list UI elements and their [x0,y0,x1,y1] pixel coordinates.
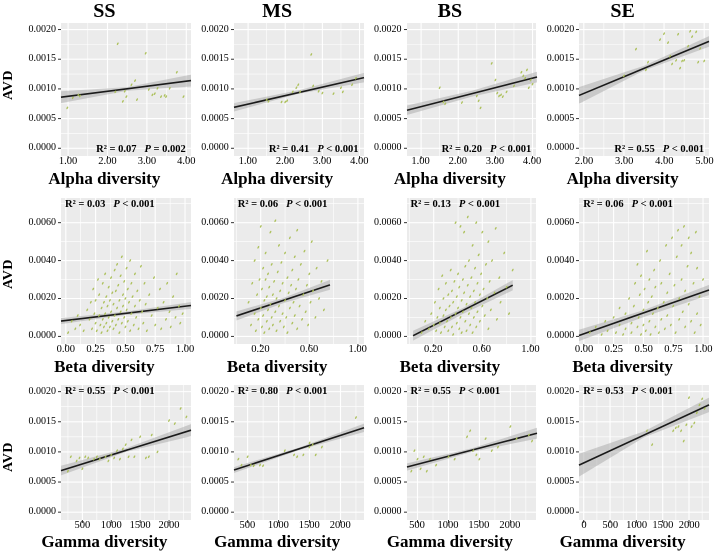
y-axis-title [0,378,18,553]
x-tick-label: 0.60 [472,344,491,355]
x-tick-label: 1000 [100,520,122,531]
y-tick-label: 0.0020 [374,292,402,304]
r-squared-value: R² = 0.80 [237,386,279,397]
panel-se-beta [536,189,713,378]
y-tick-label: 0.0010 [201,445,229,457]
y-tick-label: 0.0015 [201,53,229,65]
x-tick-label: 5.00 [695,156,714,167]
stats-annotation [238,199,328,210]
x-tick-label: 4.00 [350,156,369,167]
y-tick-label: 0.0005 [374,475,402,487]
y-tick-label: 0.0000 [546,330,575,342]
y-tick-label: 0.0020 [546,385,575,397]
scatter-plot [61,198,191,344]
p-value: P < 0.001 [662,144,704,155]
y-tick-label: 0.0000 [374,330,402,342]
x-axis-title: Alpha diversity [48,169,161,188]
x-axis-tick-labels [536,520,709,533]
panel-ms-beta [191,189,367,378]
column-title: BS [437,0,463,22]
plot-area [407,198,537,344]
y-tick-label: 0.0020 [201,23,229,35]
x-axis-tick-labels [364,156,542,169]
y-tick-label: 0.0015 [374,415,402,427]
x-axis-title: Beta diversity [54,357,155,376]
x-axis-tick-labels [191,520,364,533]
x-tick-label: 2000 [329,520,351,531]
x-axis-title: Alpha diversity [393,169,506,188]
plot-area [579,385,709,520]
x-tick-label: 500 [409,520,425,531]
y-tick-label: 0.0010 [374,82,402,94]
x-axis-title: Alpha diversity [566,169,679,188]
y-tick-label: 0.0010 [28,445,56,457]
scatter-plot [234,385,364,520]
x-tick-label: 500 [239,520,256,531]
scatter-plot [407,23,537,156]
y-tick-label: 0.0015 [546,53,575,65]
stats-annotation [411,199,501,210]
y-tick-label: 0.0005 [546,112,575,124]
column-title: SS [93,0,116,22]
x-tick-label: 0.00 [56,344,75,355]
y-axis-tick-labels [18,198,61,344]
stats-annotation [614,144,704,155]
y-axis-tick-labels [18,385,61,520]
p-value: P < 0.001 [631,386,673,397]
r-squared-value: R² = 0.55 [410,386,451,397]
x-tick-label: 2.00 [574,156,594,167]
plot-area [61,198,191,344]
y-axis-tick-labels [536,23,579,156]
x-tick-label: 500 [74,520,91,531]
x-tick-label: 3.00 [615,156,634,167]
y-axis-title [0,0,18,189]
r-squared-value: R² = 0.03 [65,199,106,210]
x-axis-title: Beta diversity [226,357,328,376]
x-axis-tick-labels [364,344,540,357]
y-axis-title-label: AVD [1,441,16,472]
panel-bs-alpha [364,0,542,189]
x-axis-tick-labels [536,156,714,169]
panel-ss-alpha [18,0,196,189]
p-value: P < 0.001 [458,199,501,210]
x-tick-label: 1500 [652,520,674,531]
x-tick-label: 1500 [129,520,151,531]
y-tick-label: 0.0000 [28,142,56,154]
plot-area [234,198,364,344]
r-squared-value: R² = 0.55 [614,144,655,155]
y-tick-label: 0.0000 [546,506,575,518]
y-tick-label: 0.0000 [201,142,229,154]
x-tick-label: 0.50 [116,344,135,355]
y-tick-label: 0.0000 [201,330,229,342]
x-tick-label: 0.25 [86,344,105,355]
panel-bs-gamma [364,378,537,553]
x-tick-label: 4.00 [655,156,674,167]
p-value: P < 0.001 [317,144,359,155]
y-tick-label: 0.0005 [28,112,56,124]
r-squared-value: R² = 0.06 [583,199,624,210]
y-tick-label: 0.0060 [546,216,575,228]
y-tick-label: 0.0020 [374,23,402,35]
y-tick-label: 0.0040 [28,254,56,266]
x-axis-tick-labels [191,156,369,169]
stats-annotation [96,144,186,155]
y-tick-label: 0.0005 [201,475,229,487]
x-tick-label: 2.00 [275,156,295,167]
y-tick-label: 0.0015 [28,53,56,65]
r-squared-value: R² = 0.06 [237,199,279,210]
x-axis-tick-labels [536,344,713,357]
x-tick-label: 2000 [678,520,700,531]
stats-annotation [238,386,328,397]
scatter-plot [579,385,709,520]
plot-area [61,23,191,156]
y-tick-label: 0.0020 [28,385,56,397]
y-axis-tick-labels [191,23,234,156]
plot-area [234,23,364,156]
y-tick-label: 0.0040 [546,254,575,266]
y-axis-tick-labels [364,198,407,344]
x-axis-title: Beta diversity [572,357,673,376]
x-tick-label: 0.20 [424,344,443,355]
y-tick-label: 0.0020 [28,292,56,304]
x-tick-label: 4.00 [177,156,196,167]
y-tick-label: 0.0040 [374,254,402,266]
y-tick-label: 0.0040 [201,254,229,266]
plot-area [579,198,709,344]
panel-ss-beta [18,189,195,378]
x-tick-label: 1.00 [238,156,258,167]
x-axis-tick-labels [364,520,537,533]
x-tick-label: 1000 [267,520,289,531]
x-tick-label: 0.75 [146,344,165,355]
stats-annotation [269,144,359,155]
r-squared-value: R² = 0.07 [96,144,137,155]
scatter-plot [234,23,364,156]
scatter-plot [234,198,364,344]
x-tick-label: 3.00 [312,156,332,167]
y-tick-label: 0.0010 [201,82,229,94]
x-axis-tick-labels [18,156,196,169]
x-tick-label: 1000 [626,520,648,531]
p-value: P < 0.001 [458,386,501,397]
scatter-plot [579,198,709,344]
scatter-plot [407,385,537,520]
panel-ss-gamma [18,378,191,553]
r-squared-value: R² = 0.55 [65,386,106,397]
p-value: P < 0.001 [286,386,328,397]
r-squared-value: R² = 0.20 [441,144,482,155]
y-tick-label: 0.0000 [28,506,56,518]
x-tick-label: 500 [602,520,619,531]
stats-annotation [65,199,155,210]
panel-se-alpha [536,0,714,189]
x-axis-title: Beta diversity [399,357,501,376]
x-axis-title: Gamma diversity [559,532,686,551]
x-tick-label: 1500 [468,520,490,531]
p-value: P < 0.001 [489,144,532,155]
p-value: P = 0.002 [144,144,186,155]
stats-annotation [65,386,155,397]
p-value: P < 0.001 [113,199,155,210]
x-axis-title: Alpha diversity [221,169,334,188]
r-squared-value: R² = 0.13 [410,199,451,210]
x-tick-label: 0.20 [251,344,270,355]
y-tick-label: 0.0015 [201,415,229,427]
x-tick-label: 0.25 [604,344,624,355]
y-tick-label: 0.0000 [546,142,575,154]
y-tick-label: 0.0010 [546,82,575,94]
stats-annotation [583,386,673,397]
x-tick-label: 2000 [499,520,521,531]
x-tick-label: 1.00 [411,156,430,167]
p-value: P < 0.001 [113,386,155,397]
x-tick-label: 2.00 [98,156,117,167]
y-tick-label: 0.0015 [28,415,56,427]
x-tick-label: 1.00 [521,344,540,355]
column-title: SE [610,0,635,22]
r-squared-value: R² = 0.41 [268,144,310,155]
x-axis-title: Gamma diversity [41,532,168,551]
figure-row-gamma [0,378,709,553]
plot-area [407,385,537,520]
y-tick-label: 0.0000 [374,506,402,518]
y-tick-label: 0.0060 [28,216,56,228]
x-tick-label: 1.00 [175,344,195,355]
y-tick-label: 0.0060 [201,216,229,228]
x-tick-label: 1.00 [694,344,713,355]
x-axis-tick-labels [18,344,195,357]
y-tick-label: 0.0020 [28,23,56,35]
x-tick-label: 3.00 [485,156,505,167]
x-tick-label: 4.00 [522,156,542,167]
x-tick-label: 2000 [158,520,180,531]
y-tick-label: 0.0015 [374,53,402,65]
panel-ms-gamma [191,378,364,553]
x-tick-label: 1.00 [348,344,367,355]
y-axis-tick-labels [364,23,407,156]
y-tick-label: 0.0060 [374,216,402,228]
y-tick-label: 0.0000 [28,330,56,342]
x-tick-label: 0.75 [664,344,683,355]
x-tick-label: 0.00 [574,344,594,355]
stats-annotation [411,386,501,397]
stats-annotation [583,199,673,210]
x-axis-tick-labels [191,344,367,357]
y-tick-label: 0.0010 [28,82,56,94]
column-title: MS [262,0,293,22]
y-tick-label: 0.0000 [201,506,229,518]
y-tick-label: 0.0010 [374,445,402,457]
x-tick-label: 1500 [298,520,320,531]
y-tick-label: 0.0005 [374,112,402,124]
plot-area [579,23,709,156]
p-value: P < 0.001 [631,199,673,210]
plot-area [61,385,191,520]
x-tick-label: 3.00 [137,156,157,167]
y-tick-label: 0.0000 [374,142,402,154]
y-tick-label: 0.0005 [201,112,229,124]
x-tick-label: 0.50 [634,344,653,355]
y-axis-tick-labels [536,385,579,520]
plot-area [234,385,364,520]
x-axis-tick-labels [18,520,191,533]
figure-row-beta [0,189,713,378]
x-axis-title: Gamma diversity [214,532,341,551]
y-axis-title-label: AVD [1,259,16,290]
panel-bs-beta [364,189,540,378]
y-tick-label: 0.0015 [546,415,575,427]
y-axis-tick-labels [364,385,407,520]
plot-area [407,23,537,156]
y-axis-tick-labels [191,385,234,520]
y-tick-label: 0.0010 [546,445,575,457]
y-tick-label: 0.0020 [201,292,229,304]
scatter-plot [579,23,709,156]
x-axis-title: Gamma diversity [386,532,513,551]
x-tick-label: 1000 [437,520,459,531]
stats-annotation [442,144,532,155]
y-axis-title-label: AVD [1,70,16,101]
y-tick-label: 0.0020 [546,23,575,35]
y-axis-tick-labels [18,23,61,156]
r-squared-value: R² = 0.53 [583,386,624,397]
figure-row-alpha [0,0,714,189]
scatter-plot [61,23,191,156]
x-tick-label: 1.00 [58,156,78,167]
y-axis-title [0,189,18,378]
y-tick-label: 0.0020 [374,385,402,397]
y-tick-label: 0.0005 [546,475,575,487]
y-axis-tick-labels [536,198,579,344]
x-tick-label: 0 [581,520,587,531]
y-tick-label: 0.0005 [28,475,56,487]
x-tick-label: 0.60 [299,344,319,355]
y-tick-label: 0.0020 [201,385,229,397]
y-axis-tick-labels [191,198,234,344]
panel-ms-alpha [191,0,369,189]
p-value: P < 0.001 [286,199,328,210]
y-tick-label: 0.0020 [546,292,575,304]
x-tick-label: 2.00 [448,156,467,167]
panel-se-gamma [536,378,709,553]
scatter-plot [407,198,537,344]
scatter-plot [61,385,191,520]
